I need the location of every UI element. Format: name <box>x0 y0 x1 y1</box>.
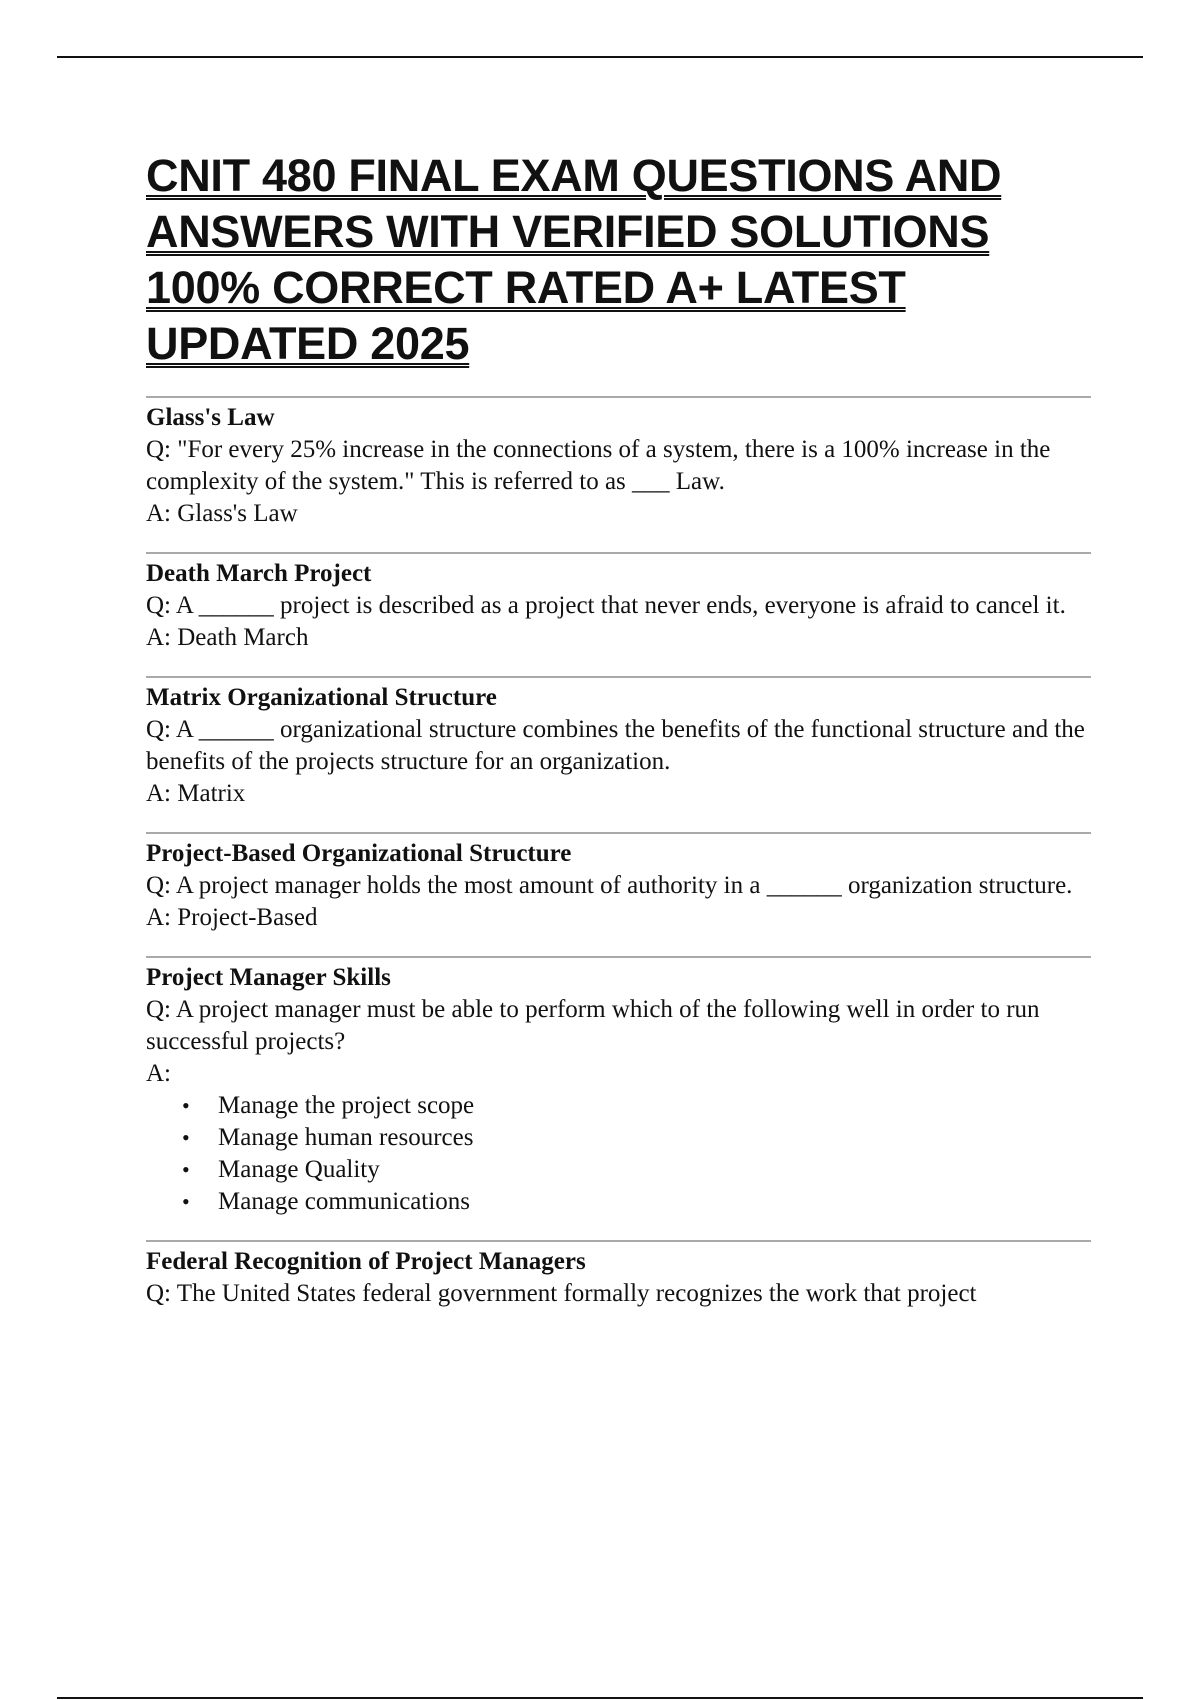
card-question: Q: A project manager must be able to perform which of the following well in order to run successful projects? <box>146 996 1040 1055</box>
list-item: • Manage communications <box>182 1186 1091 1218</box>
card-answer: A: Project-Based <box>146 904 318 931</box>
bullet-icon: • <box>182 1093 190 1118</box>
document-title: CNIT 480 FINAL EXAM QUESTIONS AND ANSWERS WITH VERIFIED SOLUTIONS 100% CORRECT RATED A+ LATEST UPDATED 2025 <box>146 150 1002 369</box>
card-question: Q: The United States federal government formally recognizes the work that project <box>146 1280 977 1307</box>
card-answer: A: Glass's Law <box>146 500 298 527</box>
card-term: Project-Based Organizational Structure <box>146 840 572 867</box>
document-body <box>146 148 1091 1310</box>
bullet-icon: • <box>182 1189 190 1214</box>
card-question: Q: A project manager holds the most amount of authority in a ______ organization structure. <box>146 872 1073 899</box>
flashcard-project-based-structure <box>146 834 1091 956</box>
flashcard-matrix-structure <box>146 678 1091 832</box>
page-top-rule <box>57 56 1143 58</box>
card-question: Q: "For every 25% increase in the connections of a system, there is a 100% increase in the complexity of the system." This is referred to as ___ Law. <box>146 436 1051 495</box>
flashcard-death-march <box>146 554 1091 676</box>
card-answer: A: Death March <box>146 624 309 651</box>
card-term: Glass's Law <box>146 404 275 431</box>
list-item: • Manage human resources <box>182 1122 1091 1154</box>
card-question: Q: A ______ organizational structure combines the benefits of the functional structure and the benefits of the projects structure for an organization. <box>146 716 1085 775</box>
list-item: • Manage the project scope <box>182 1090 1091 1122</box>
answer-list <box>146 1090 1091 1218</box>
flashcard-pm-skills <box>146 958 1091 1240</box>
card-answer: A: <box>146 1060 171 1087</box>
card-term: Matrix Organizational Structure <box>146 684 497 711</box>
list-item: • Manage Quality <box>182 1154 1091 1186</box>
flashcard-glass-law <box>146 398 1091 552</box>
card-term: Death March Project <box>146 560 372 587</box>
card-question: Q: A ______ project is described as a project that never ends, everyone is afraid to cancel it. <box>146 592 1066 619</box>
card-term: Federal Recognition of Project Managers <box>146 1248 586 1275</box>
card-answer: A: Matrix <box>146 780 246 807</box>
card-term: Project Manager Skills <box>146 964 391 991</box>
bullet-icon: • <box>182 1157 190 1182</box>
page-bottom-rule <box>57 1697 1143 1699</box>
flashcard-federal-recognition <box>146 1242 1091 1310</box>
bullet-icon: • <box>182 1125 190 1150</box>
